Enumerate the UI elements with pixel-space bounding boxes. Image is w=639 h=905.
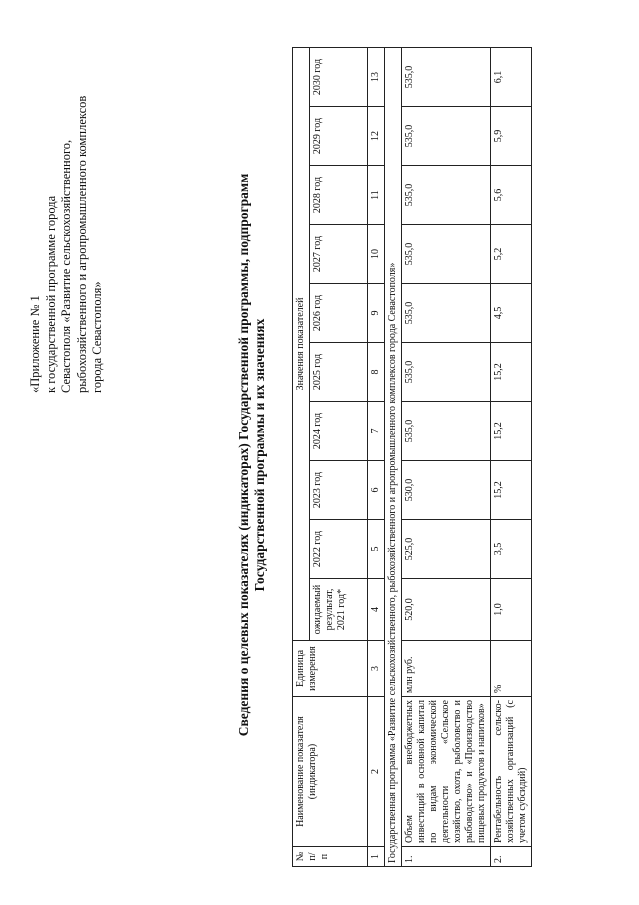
row-value: 530,0 (402, 461, 491, 520)
row-value: 5,6 (491, 166, 532, 225)
row-value: 15,2 (491, 461, 532, 520)
row-name: Объем внебюджетных инвестиций в основной капитал по видам экономической деятельности «Сельское хозяйство, охота, рыболовство и рыбоводство» и «Производство пищевых продуктов и напитков» (402, 697, 491, 847)
appendix-line: Севастополя «Развитие сельскохозяйственного, (59, 139, 73, 393)
row-value: 535,0 (402, 166, 491, 225)
row-name: Рентабельность сельско-хозяйственных организаций (с учетом субсидий) (491, 697, 532, 847)
column-number: 12 (368, 107, 385, 166)
header-row-1 (293, 47, 310, 866)
row-value: 1,0 (491, 579, 532, 641)
column-number: 4 (368, 579, 385, 641)
column-number: 11 (368, 166, 385, 225)
appendix-note (28, 93, 106, 393)
row-value: 15,2 (491, 343, 532, 402)
header-year: 2027 год (310, 225, 368, 284)
header-year: 2028 год (310, 166, 368, 225)
column-number: 2 (368, 697, 385, 847)
row-num: 2. (491, 847, 532, 867)
table-row (402, 47, 491, 866)
header-year: 2030 год (310, 47, 368, 106)
row-value: 535,0 (402, 107, 491, 166)
column-number: 10 (368, 225, 385, 284)
row-value: 15,2 (491, 402, 532, 461)
header-num: № п/п (293, 847, 368, 867)
row-value: 5,2 (491, 225, 532, 284)
title-line-1: Сведения о целевых показателях (индикаторах) Государственной программы, подпрограмм (236, 173, 251, 737)
header-year: 2025 год (310, 343, 368, 402)
row-value: 3,5 (491, 520, 532, 579)
program-row (385, 47, 402, 866)
header-unit: Единица измерения (293, 641, 368, 697)
row-value: 535,0 (402, 47, 491, 106)
row-value: 6,1 (491, 47, 532, 106)
appendix-line: рыбохозяйственного и агропромышленного комплексов (74, 95, 89, 393)
appendix-line: города Севастополя» (90, 281, 104, 393)
row-value: 535,0 (402, 343, 491, 402)
row-value: 4,5 (491, 284, 532, 343)
column-number: 9 (368, 284, 385, 343)
row-num: 1. (402, 847, 491, 867)
row-unit: млн руб. (402, 641, 491, 697)
header-year: 2026 год (310, 284, 368, 343)
column-number: 6 (368, 461, 385, 520)
row-unit: % (491, 641, 532, 697)
header-year: 2023 год (310, 461, 368, 520)
header-name: Наименование показателя (индикатора) (293, 697, 368, 847)
column-number: 7 (368, 402, 385, 461)
row-value: 5,9 (491, 107, 532, 166)
indicators-table (292, 47, 532, 867)
row-value: 535,0 (402, 402, 491, 461)
column-number: 1 (368, 847, 385, 867)
row-value: 525,0 (402, 520, 491, 579)
appendix-line: к государственной программе города (43, 195, 58, 393)
title-line-2: Государственной программы и их значениях (252, 318, 267, 592)
row-value: 535,0 (402, 284, 491, 343)
header-values-group: Значения показателей (293, 47, 310, 640)
header-year: ожидаемый результат, 2021 год* (310, 579, 368, 641)
header-year: 2024 год (310, 402, 368, 461)
column-number: 13 (368, 47, 385, 106)
column-number: 3 (368, 641, 385, 697)
column-number: 5 (368, 520, 385, 579)
header-year: 2022 год (310, 520, 368, 579)
appendix-line: «Приложение № 1 (28, 295, 42, 393)
row-value: 520,0 (402, 579, 491, 641)
row-value: 535,0 (402, 225, 491, 284)
header-year: 2029 год (310, 107, 368, 166)
column-number: 8 (368, 343, 385, 402)
program-title: Государственная программа «Развитие сельскохозяйственного, рыбохозяйственного и агропромышленного комплексов города Севастополя» (385, 47, 402, 866)
table-row (491, 47, 532, 866)
document-title (236, 95, 268, 815)
column-numbers-row (368, 47, 385, 866)
